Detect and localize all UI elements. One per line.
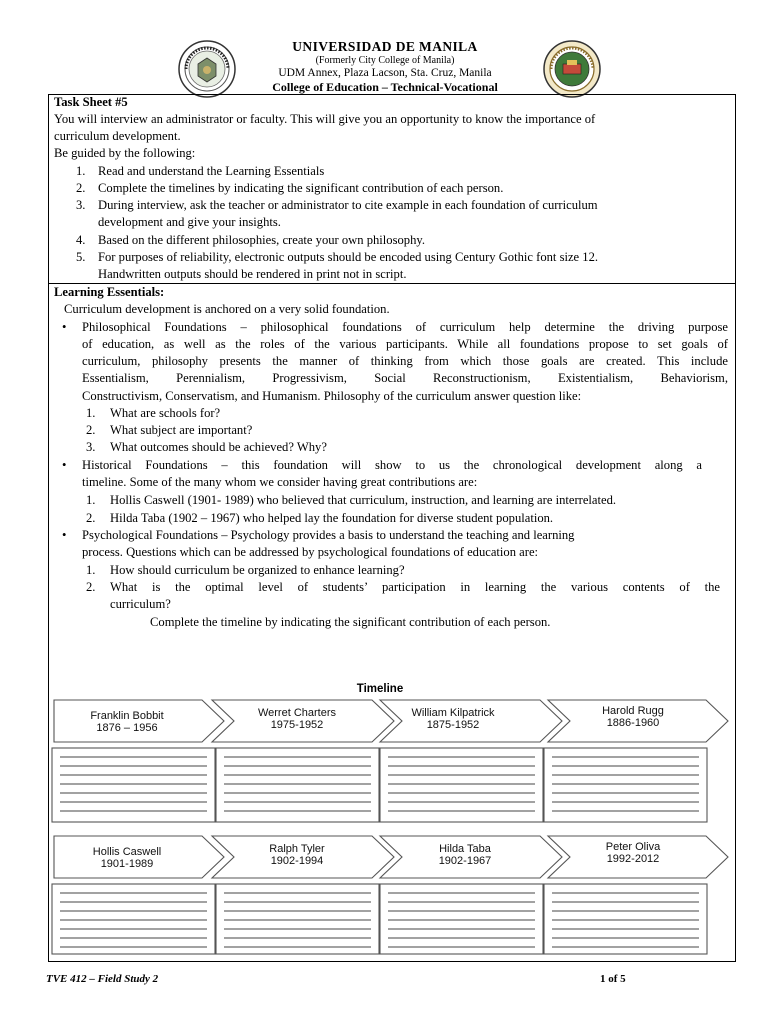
timeline-person xyxy=(390,843,540,867)
task-item-number: 4. xyxy=(76,233,86,247)
person-name: Hollis Caswell xyxy=(92,846,162,858)
bullet-icon: • xyxy=(62,320,67,334)
historical-text: Historical Foundations – this foundation will show to us the chronological development along a xyxy=(82,458,702,472)
task-item-number: 3. xyxy=(76,198,86,212)
task-intro-line-2: curriculum development. xyxy=(54,129,181,143)
task-intro-line-1: You will interview an administrator or faculty. This will give you an opportunity to know the importance of xyxy=(54,112,596,126)
question-number: 3. xyxy=(86,440,96,454)
timeline-title: Timeline xyxy=(356,683,404,695)
timeline-person xyxy=(52,710,202,734)
task-item-text: Complete the timelines by indicating the significant contribution of each person. xyxy=(98,181,504,195)
answer-box xyxy=(380,884,543,954)
timeline-person xyxy=(222,843,372,867)
person-years: 1992-2012 xyxy=(606,853,660,865)
person-name: Franklin Bobbit xyxy=(90,710,164,722)
answer-box xyxy=(52,884,215,954)
person-years: 1876 – 1956 xyxy=(96,722,158,734)
psychological-text: Psychological Foundations – Psychology provides a basis to understand the teaching and learning xyxy=(82,528,575,542)
timeline-person xyxy=(52,846,202,870)
task-item-number: 2. xyxy=(76,181,86,195)
psychological-question-text: How should curriculum be organized to enhance learning? xyxy=(110,563,405,577)
question-number: 2. xyxy=(86,423,96,437)
philosophical-text: Essentialism, Perennialism, Progressivism, Social Reconstructionism, Existentialism, Behaviorism, xyxy=(82,371,728,385)
psychological-question-text: What is the optimal level of students’ participation in learning the various contents of the xyxy=(110,580,720,594)
task-sheet-title: Task Sheet #5 xyxy=(54,95,128,109)
person-years: 1901-1989 xyxy=(100,858,154,870)
philosophical-text: curriculum, philosophy presents the manner of thinking from which those goals are created. This include xyxy=(82,354,728,368)
person-years: 1975-1952 xyxy=(270,719,324,731)
historical-item-number: 1. xyxy=(86,493,96,507)
person-years: 1886-1960 xyxy=(606,717,660,729)
person-name: Peter Oliva xyxy=(605,841,661,853)
person-years: 1875-1952 xyxy=(426,719,480,731)
task-item-text: Based on the different philosophies, create your own philosophy. xyxy=(98,233,426,247)
college-name: College of Education – Technical-Vocational xyxy=(272,80,498,94)
task-item-number: 5. xyxy=(76,250,86,264)
task-item-number: 1. xyxy=(76,164,86,178)
historical-item-text: Hilda Taba (1902 – 1967) who helped lay the foundation for diverse student population. xyxy=(110,511,554,525)
person-name: Ralph Tyler xyxy=(269,843,325,855)
psychological-question-number: 1. xyxy=(86,563,96,577)
bullet-icon: • xyxy=(62,458,67,472)
person-name: Harold Rugg xyxy=(602,705,664,717)
formerly-name: (Formerly City College of Manila) xyxy=(315,55,455,66)
philosophical-text: of education, as well as the roles of the various participants. While all foundations propose to set goals of xyxy=(82,337,728,351)
historical-item-number: 2. xyxy=(86,511,96,525)
person-name: William Kilpatrick xyxy=(411,707,495,719)
timeline-person xyxy=(558,705,708,729)
university-name: UNIVERSIDAD DE MANILA xyxy=(292,39,478,54)
bullet-icon: • xyxy=(62,528,67,542)
historical-item-text: Hollis Caswell (1901- 1989) who believed that curriculum, instruction, and learning are interrelated. xyxy=(110,493,617,507)
question-text: What subject are important? xyxy=(110,423,253,437)
task-guided-text: Be guided by the following: xyxy=(54,146,196,160)
task-item-text: Handwritten outputs should be rendered in print not in script. xyxy=(98,267,407,281)
university-address: UDM Annex, Plaza Lacson, Sta. Cruz, Manila xyxy=(278,67,492,79)
answer-box xyxy=(544,884,707,954)
person-years: 1902-1967 xyxy=(438,855,492,867)
essentials-intro: Curriculum development is anchored on a very solid foundation. xyxy=(64,302,390,316)
question-number: 1. xyxy=(86,406,96,420)
psychological-text: process. Questions which can be addressed by psychological foundations of education are: xyxy=(82,545,539,559)
answer-box xyxy=(216,884,379,954)
psychological-question-text: curriculum? xyxy=(110,597,171,611)
historical-text: timeline. Some of the many whom we consider having great contributions are: xyxy=(82,475,478,489)
question-text: What outcomes should be achieved? Why? xyxy=(110,440,327,454)
task-item-text: During interview, ask the teacher or administrator to cite example in each foundation of curriculum xyxy=(98,198,598,212)
timeline-person xyxy=(378,707,528,731)
person-years: 1902-1994 xyxy=(270,855,324,867)
philosophical-text: Philosophical Foundations – philosophical foundations of curriculum help determine the driving purpose xyxy=(82,320,728,334)
psychological-question-number: 2. xyxy=(86,580,96,594)
footer-course: TVE 412 – Field Study 2 xyxy=(46,973,159,985)
task-item-text: development and give your insights. xyxy=(98,215,281,229)
question-text: What are schools for? xyxy=(110,406,221,420)
timeline-person xyxy=(558,841,708,865)
person-name: Hilda Taba xyxy=(439,843,491,855)
timeline-instruction: Complete the timeline by indicating the significant contribution of each person. xyxy=(150,615,551,629)
philosophical-text: Constructivism, Conservatism, and Humanism. Philosophy of the curriculum answer question like: xyxy=(82,389,582,403)
task-item-text: For purposes of reliability, electronic outputs should be encoded using Century Gothic font size 12. xyxy=(98,250,599,264)
footer-page-number: 1 of 5 xyxy=(600,973,626,985)
task-item-text: Read and understand the Learning Essentials xyxy=(98,164,325,178)
learning-essentials-title: Learning Essentials: xyxy=(54,285,165,299)
person-name: Werret Charters xyxy=(257,707,337,719)
timeline-person xyxy=(222,707,372,731)
